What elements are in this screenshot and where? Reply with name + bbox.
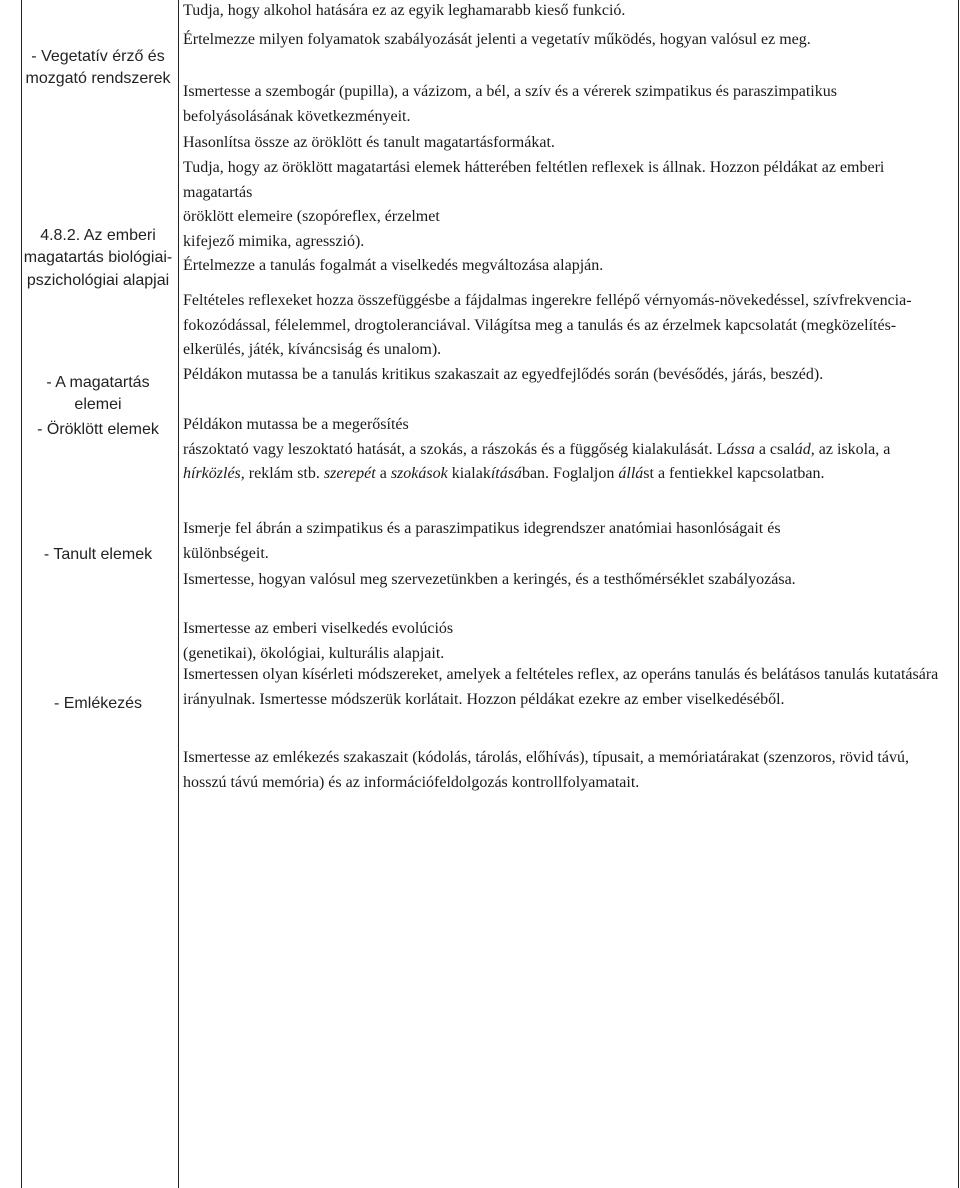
requirement-behavior-evolution [183, 617, 951, 666]
requirement-vegetative-regulation: Értelmezze milyen folyamatok szabályozását jelenti a vegetatív működés, hogyan valósul ez meg. [183, 31, 811, 48]
requirement-sympathetic-effects: Ismertesse a szembogár (pupilla), a vázizom, a bél, a szív és a vérerek szimpatikus és paraszimpatikus befolyásolásának következményeit. [183, 83, 837, 125]
requirement-compare-behaviors: Hasonlítsa össze az öröklött és tanult magatartásformákat. [183, 134, 555, 151]
reinforcement-text-italic: szokások [390, 465, 448, 482]
requirement-nervous-system-anatomy: Ismerje fel ábrán a szimpatikus és a paraszimpatikus idegrendszer anatómiai hasonlóságait és különbségeit. [183, 520, 781, 562]
inherited-reflexes-line1: Tudja, hogy az öröklött magatartási elemek hátterében feltétlen reflexek is állnak. Hozzon példákat az emberi magatartás [183, 159, 885, 201]
reinforcement-line1: Példákon mutassa be a megerősítés [183, 416, 409, 433]
behavior-evolution-line2: (genetikai), ökológiai, kulturális alapjait. [183, 644, 445, 662]
reinforcement-text-italic: ád, [794, 440, 815, 458]
requirement-conditioned-reflexes: Feltételes reflexeket hozza összefüggésbe a fájdalmas ingerekre fellépő vérnyomás-növekedéssel, szívfrekvencia-fokozódással, félelemmel, drogtoleranciával. Világítsa meg a tanulás és az érzelmek kapcsolatát (megközelítés-elkerülés, játék, kíváncsiság és unalom). [183, 292, 912, 358]
requirement-memory-stages: Ismertesse az emlékezés szakaszait (kódolás, tárolás, előhívás), típusait, a memóriatárakat (szenzoros, rövid távú, hosszú távú memória) és az információfeldolgozás kontrollfolyamatait. [183, 749, 909, 791]
reinforcement-text-italic: szerepét [323, 465, 376, 482]
requirement-critical-periods: Példákon mutassa be a tanulás kritikus szakaszait az egyedfejlődés során (bevésődés, járás, beszéd). [183, 366, 824, 383]
topic-behavior-elements: - A magatartás elemei [46, 374, 150, 414]
requirement-inherited-reflexes [183, 156, 943, 254]
reinforcement-text: az iskola, a [814, 440, 891, 458]
topic-vegetative-systems: - Vegetatív érző és mozgató rendszerek [25, 48, 171, 88]
reinforcement-text-italic: állá [618, 465, 644, 482]
requirement-experimental-methods: Ismertessen olyan kísérleti módszereket, amelyek a feltételes reflex, az operáns tanulás és belátásos tanulás kutatására irányulnak. Ismertesse módszerük korlátait. Hozzon példákat ezekre az ember viselkedéséből. [183, 666, 939, 708]
reinforcement-text: kialak [447, 465, 491, 482]
reinforcement-text: reklám stb. [244, 465, 324, 482]
requirement-learning-concept: Értelmezze a tanulás fogalmát a viselkedés megváltozása alapján. [183, 257, 604, 274]
reinforcement-text: a csal [754, 440, 795, 458]
topic-heading-behavior-basis: 4.8.2. Az emberi magatartás biológiai-pszichológiai alapjai [23, 227, 173, 289]
topic-learned-elements: - Tanult elemek [43, 546, 153, 563]
inherited-reflexes-line3: kifejező mimika, agresszió). [183, 232, 365, 250]
requirement-alcohol: Tudja, hogy alkohol hatására ez az egyik leghamarabb kieső funkció. [183, 2, 626, 19]
inherited-reflexes-line2: öröklött elemeire (szopóreflex, érzelmet [183, 208, 440, 225]
curriculum-table [21, 0, 959, 1188]
topic-memory: - Emlékezés [53, 695, 143, 712]
reinforcement-text-italic: hírközlés, [183, 465, 245, 482]
reinforcement-text: ban. Foglaljon [521, 465, 619, 482]
reinforcement-text: rászoktató vagy leszoktató hatását, a szokás, a rászokás és a függőség kialakulását. L [183, 440, 727, 458]
reinforcement-text: a [375, 465, 391, 482]
behavior-evolution-line1: Ismertesse az emberi viselkedés evolúciós [183, 620, 454, 637]
reinforcement-text-italic: ításá [490, 465, 522, 482]
column-divider [178, 0, 179, 1188]
requirement-circulation-temperature: Ismertesse, hogyan valósul meg szervezetünkben a keringés, és a testhőmérséklet szabályozása. [183, 571, 796, 588]
reinforcement-text-italic: ássa [726, 440, 755, 458]
reinforcement-text: st a fentiekkel kapcsolatban. [643, 465, 825, 482]
topic-inherited-elements: - Öröklött elemek [37, 421, 159, 438]
requirement-reinforcement [183, 413, 951, 487]
